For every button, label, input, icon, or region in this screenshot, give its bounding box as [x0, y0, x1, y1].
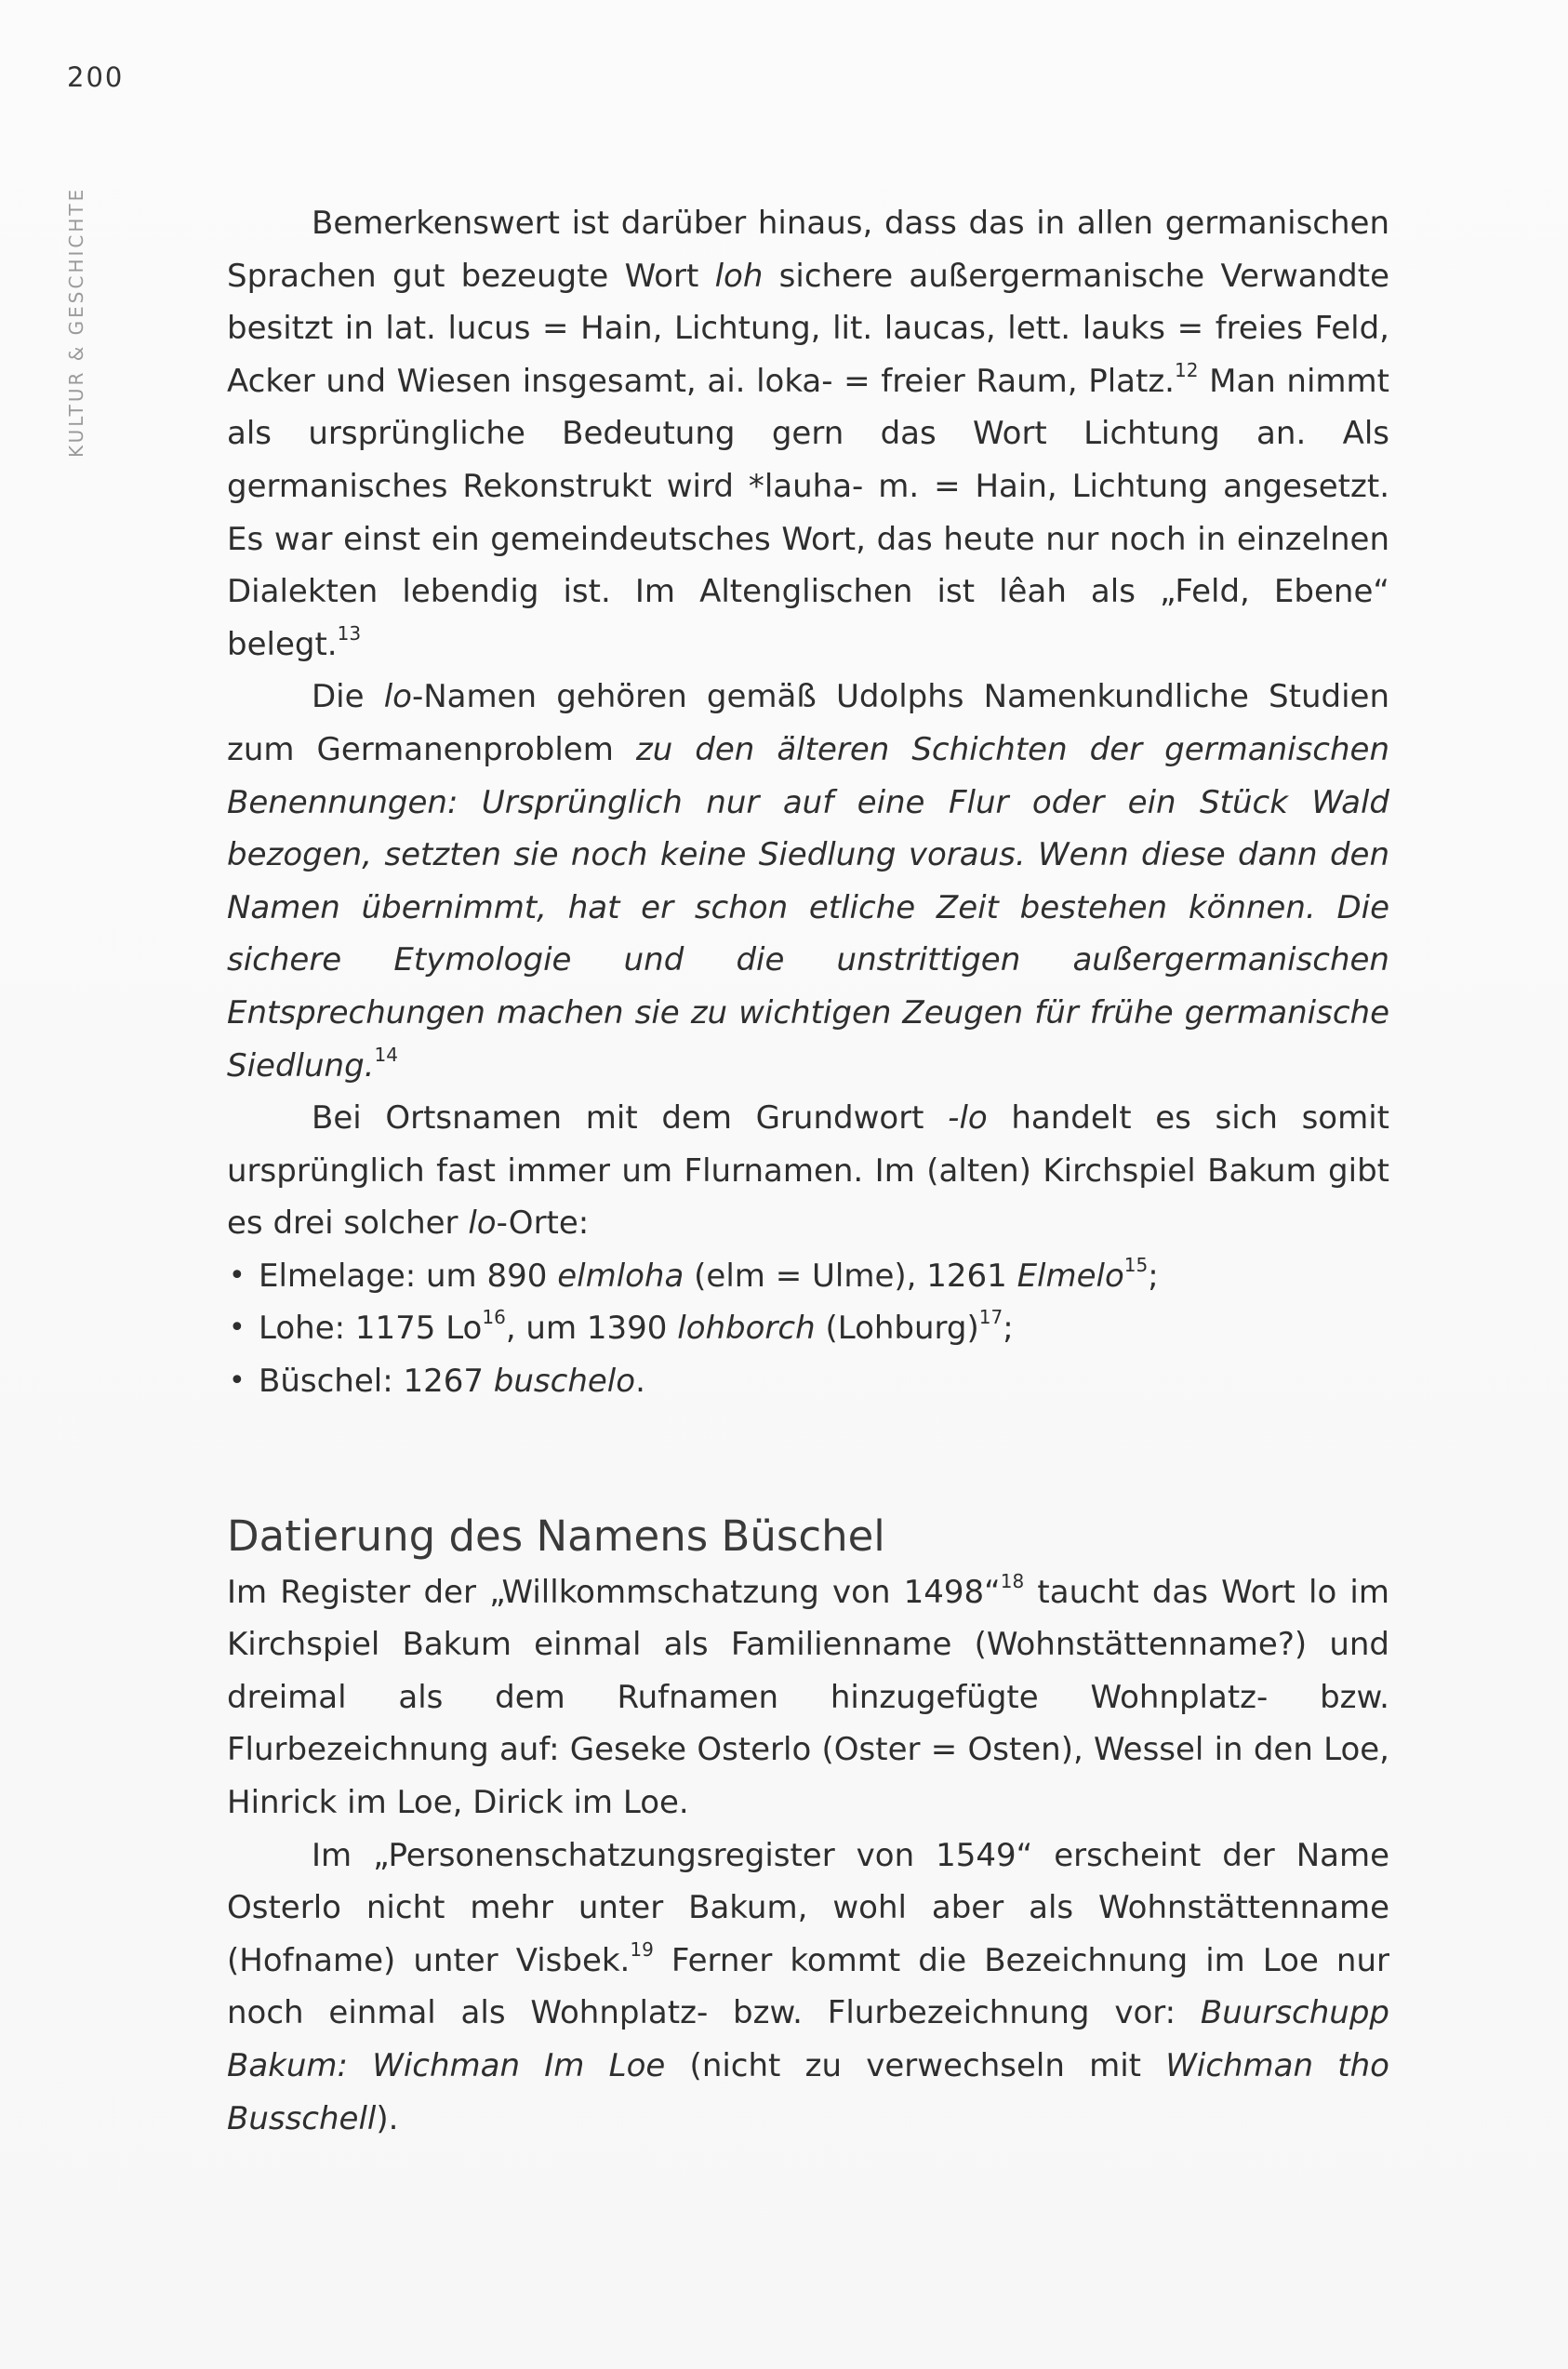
text-run: Die [312, 678, 384, 716]
text-run: handelt es sich somit ursprünglich fast immer um Flurnamen. Im (alten) Kirchspiel Bakum gibt es drei solcher [227, 1099, 1389, 1243]
page-body [227, 197, 1389, 2145]
text-run: ; [1003, 1310, 1014, 1348]
footnote-ref: 13 [337, 621, 362, 645]
text-run: Lohe: 1175 Lo [259, 1310, 483, 1348]
text-run: -Namen gehören gemäß Udolphs Namenkundliche Studien zum Germanenproblem [227, 678, 1389, 768]
text-run: -Orte: [496, 1204, 590, 1243]
text-run: Man nimmt als ursprüngliche Bedeutung gern das Wort Lichtung an. Als germanisches Rekonstrukt wird *lauha- m. = Hain, Lichtung angesetzt. Es war einst ein gemeindeutsches Wort, das heute nur noch in einzelnen Dialekten lebendig ist. Im Altenglischen ist lêah als „Feld, Ebene“ belegt. [227, 362, 1389, 663]
text-run: Bemerkenswert ist darüber hinaus, dass das in allen germanischen Sprachen gut bezeugte Wort [227, 205, 1389, 295]
text-run: Im „Personenschatzungsregister von 1549“ erscheint der Name Osterlo nicht mehr unter Bakum, wohl aber als Wohnstättenname (Hofname) unter Visbek. [227, 1836, 1389, 1979]
paragraph-willkommschatzung [227, 1566, 1389, 1830]
list-item-lohe [227, 1302, 1389, 1355]
italic-quote: zu den älteren Schichten der germanischen Benennungen: Ursprünglich nur auf eine Flur oder ein Stück Wald bezogen, setzten sie noch keine Siedlung voraus. Wenn diese dann den Namen übernimmt, hat er schon etliche Zeit bestehen können. Die sichere Etymologie und die unstrittigen außergermanischen Entsprechungen machen sie zu wichtigen Zeugen für frühe germanische Siedlung. [227, 730, 1389, 1085]
list-item-bueschel [227, 1355, 1389, 1408]
paragraph-personenschatzung [227, 1830, 1389, 2146]
italic-term: buschelo [493, 1363, 636, 1401]
footnote-ref: 19 [630, 1937, 654, 1961]
list-item-elmelage [227, 1250, 1389, 1303]
text-run: (elm = Ulme), 1261 [684, 1257, 1017, 1295]
italic-term: loh [714, 257, 764, 295]
italic-term: elmloha [557, 1257, 684, 1295]
footnote-ref: 15 [1123, 1253, 1149, 1276]
footnote-ref: 16 [482, 1306, 506, 1329]
italic-term: lo [468, 1204, 497, 1243]
italic-term: Elmelo [1017, 1257, 1124, 1295]
italic-term: lo [383, 678, 412, 716]
text-run: ; [1148, 1257, 1159, 1295]
italic-term: -lo [948, 1099, 988, 1138]
text-run: Ferner kommt die Bezeichnung im Loe nur noch einmal als Wohnplatz- bzw. Flurbezeichnung vor: [227, 1941, 1389, 2032]
paragraph-place-names [227, 1092, 1389, 1250]
bullet-marker: • [229, 1258, 246, 1292]
page-number: 200 [67, 61, 125, 93]
italic-term: lohborch [677, 1310, 816, 1348]
text-run: . [635, 1363, 645, 1401]
section-heading: Datierung des Namens Büschel [227, 1511, 885, 1561]
text-run: Bei Ortsnamen mit dem Grundwort [312, 1099, 949, 1138]
bullet-marker: • [229, 1364, 246, 1398]
footnote-ref: 18 [1000, 1569, 1025, 1592]
text-run: (Lohburg) [815, 1310, 979, 1348]
text-run: sichere außergermanische Verwandte besitzt in lat. lucus = Hain, Lichtung, lit. laucas, lett. lauks = freies Feld, Acker und Wiesen insgesamt, ai. loka- = freier Raum, Platz. [227, 257, 1389, 400]
paragraph-lo-names [227, 671, 1389, 1092]
running-section-label: KULTUR & GESCHICHTE [65, 186, 87, 458]
text-run: taucht das Wort lo im Kirchspiel Bakum einmal als Familienname (Wohnstättenname?) und dreimal als dem Rufnamen hinzugefügte Wohnplatz- bzw. Flurbezeichnung auf: Geseke Osterlo (Oster = Osten), Wessel in den Loe, Hinrick im Loe, Dirick im Loe. [227, 1573, 1389, 1822]
bullet-marker: • [229, 1311, 246, 1345]
paragraph-loh-etymology [227, 197, 1389, 671]
italic-term: Buurschupp Bakum: Wichman Im Loe [227, 1994, 1389, 2084]
footnote-ref: 14 [374, 1043, 398, 1066]
text-run: Büschel: 1267 [259, 1363, 494, 1401]
text-run: (nicht zu verwechseln mit [665, 2047, 1166, 2084]
text-run: Elmelage: um 890 [259, 1257, 558, 1295]
text-run: ). [376, 2099, 399, 2137]
text-run: , um 1390 [505, 1310, 678, 1348]
lo-places-list [227, 1250, 1389, 1408]
text-run: Im Register der „Willkommschatzung von 1498“ [227, 1573, 1001, 1611]
footnote-ref: 12 [1174, 358, 1199, 381]
italic-term: Wichman tho Busschell [227, 2047, 1389, 2137]
footnote-ref: 17 [978, 1306, 1003, 1329]
